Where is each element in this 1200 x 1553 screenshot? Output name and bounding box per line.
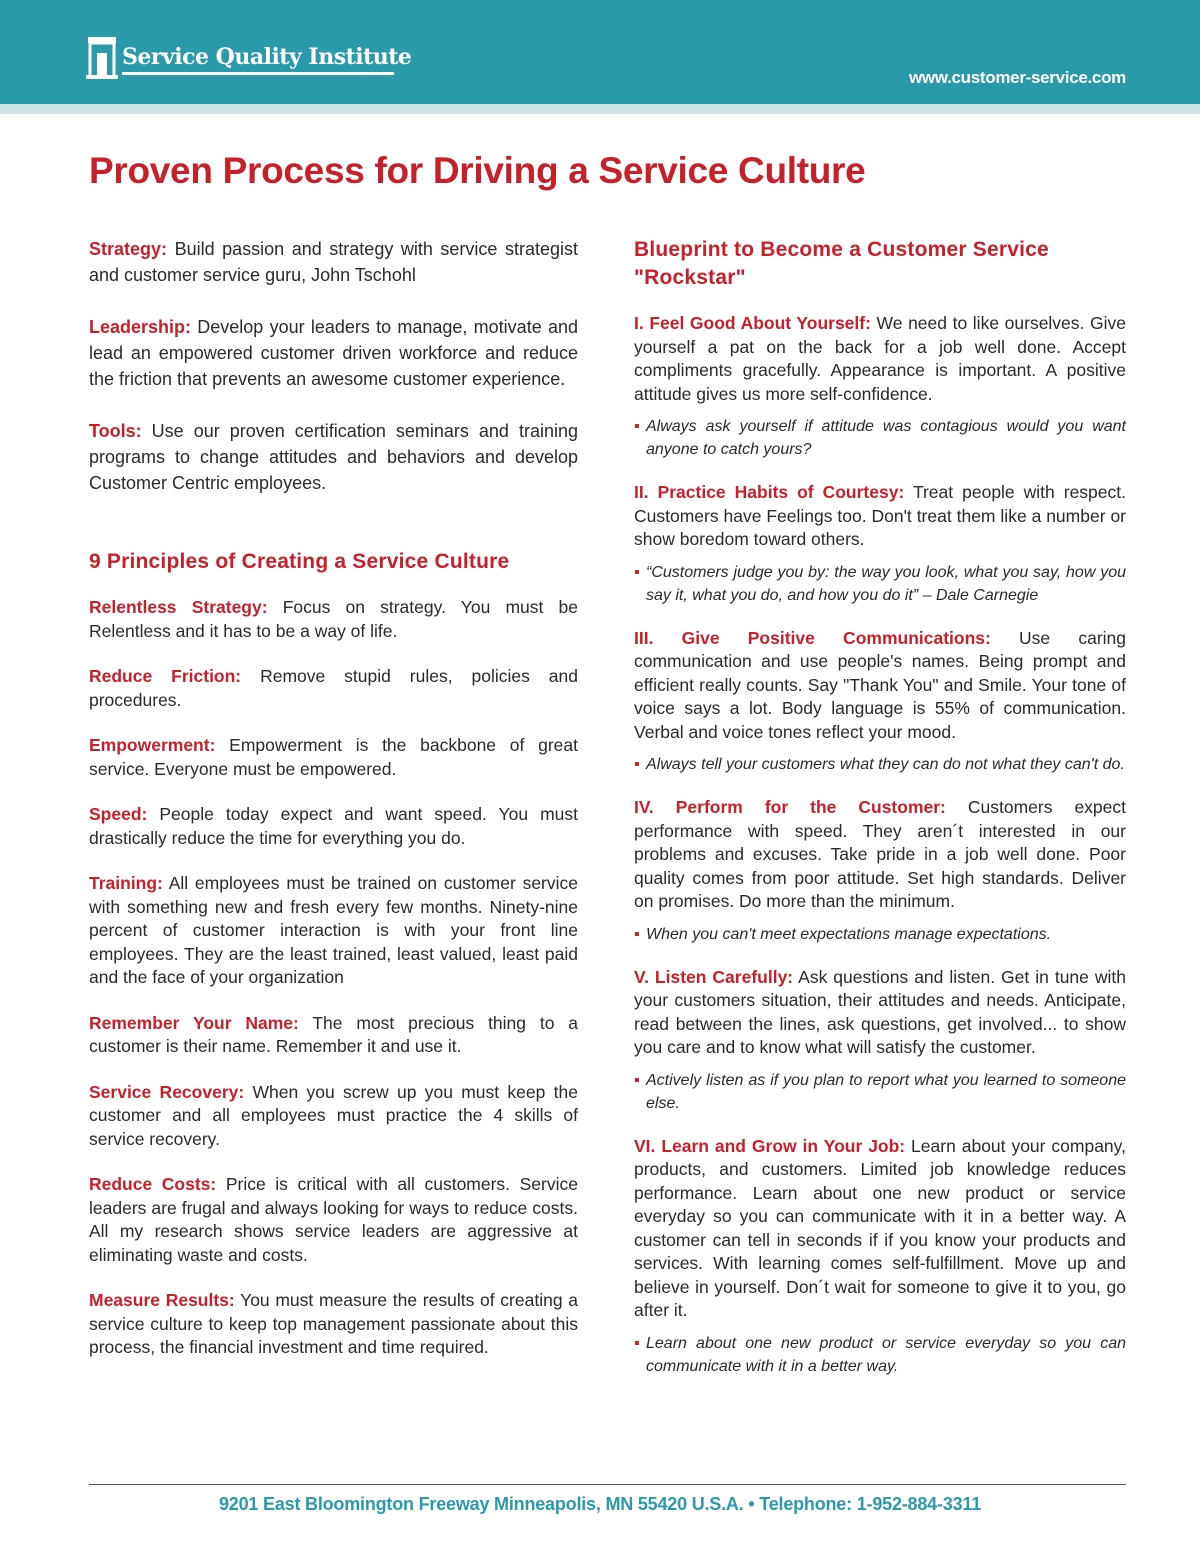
blueprint-label: VI. Learn and Grow in Your Job: (634, 1135, 906, 1156)
blueprint-item (634, 627, 1126, 745)
intro-tools (89, 418, 578, 496)
blueprint-item (634, 481, 1126, 552)
principle-text: Remove stupid rules, policies and procedures. (89, 666, 578, 710)
blueprint-item (634, 312, 1126, 406)
footer-separator: • (743, 1494, 760, 1514)
blueprint-tip (634, 923, 1126, 946)
principle-item (89, 596, 578, 643)
blueprint-heading: Blueprint to Become a Customer Service "Rockstar" (634, 238, 1049, 289)
blueprint-text: Customers expect performance with speed. They aren´t interested in our problems and excuses. Take pride in a job well done. Poor quality comes from poor attitude. Set high standards. Deliver on promises. Do more than the minimum. (634, 797, 1127, 911)
principle-label: Reduce Costs: (89, 1174, 217, 1194)
bullet-icon: ▪ (634, 1334, 640, 1352)
blueprint-tip (634, 415, 1126, 461)
intro-leadership (89, 314, 578, 392)
blueprint-item (634, 966, 1126, 1060)
principle-text: You must measure the results of creating a service culture to keep top management passionate about this process, the financial investment and time required. (89, 1290, 578, 1357)
logo-underline (122, 72, 394, 75)
principle-label: Training: (89, 873, 163, 893)
tip-text: Always tell your customers what they can do not what they can't do. (646, 756, 1125, 773)
website-link[interactable]: www.customer-service.com (908, 68, 1126, 87)
principle-text: Focus on strategy. You must be Relentless and it has to be a way of life. (89, 597, 578, 641)
blueprint-tip (634, 1332, 1126, 1378)
principle-item (89, 1081, 578, 1152)
footer-address: 9201 East Bloomington Freeway Minneapolis, MN 55420 U.S.A. (218, 1494, 744, 1514)
footer (0, 1494, 1200, 1515)
intro-strategy (89, 236, 578, 288)
tip-text: “Customers judge you by: the way you look, what you say, how you say it, what you do, and how you do it” – Dale Carnegie (646, 563, 1126, 604)
intro-label: Strategy: (89, 239, 168, 259)
principle-text: When you screw up you must keep the customer and all employees must practice the 4 skills of service recovery. (89, 1081, 578, 1149)
principle-item (89, 1012, 578, 1059)
principle-item (89, 734, 578, 781)
blueprint-label: I. Feel Good About Yourself: (634, 313, 871, 333)
blueprint-tip (634, 561, 1126, 607)
intro-label: Tools: (89, 421, 142, 441)
principle-label: Measure Results: (89, 1290, 235, 1310)
bullet-icon: ▪ (634, 418, 640, 435)
blueprint-text: Use caring communication and use people's names. Being prompt and efficient really counts. Say "Thank You" and Smile. Your tone of voice says a lot. Body language is 55% of communication. Verbal and voice tones reflect your mood. (634, 627, 1126, 742)
principle-item (89, 1289, 578, 1360)
tip-text: Learn about one new product or service everyday so you can communicate with it in a better way. (646, 1334, 1126, 1375)
tip-text: Actively listen as if you plan to report what you learned to someone else. (646, 1071, 1126, 1112)
principle-text: People today expect and want speed. You must drastically reduce the time for everything you do. (89, 804, 578, 848)
blueprint-text: Learn about your company, products, and customers. Limited job knowledge reduces performance. Learn about one new product or service everyday so you can communicate with it in a better way. A customer can tell in seconds if if you know your products and services. With learning comes self-fulfillment. Move up and believe in yourself. Don´t wait for someone to give it to you, go after it. (634, 1135, 1126, 1320)
blueprint-tip (634, 1069, 1126, 1115)
footer-telephone[interactable]: Telephone: 1-952-884-3311 (759, 1494, 982, 1514)
principle-text: Empowerment is the backbone of great service. Everyone must be empowered. (89, 735, 578, 779)
principle-item (89, 665, 578, 712)
blueprint-label: II. Practice Habits of Courtesy: (634, 482, 905, 502)
blueprint-item (634, 796, 1126, 914)
blueprint-item (634, 1135, 1126, 1323)
bullet-icon: ▪ (634, 756, 640, 773)
blueprint-label: IV. Perform for the Customer: (634, 797, 946, 817)
principle-item (89, 872, 578, 990)
footer-rule (89, 1484, 1126, 1485)
principles-heading: 9 Principles of Creating a Service Culture (89, 550, 510, 573)
building-door-icon (86, 35, 118, 79)
principle-label: Speed: (89, 804, 148, 824)
principle-text: Price is critical with all customers. Service leaders are frugal and always looking for ways to reduce costs. All my research shows service leaders are aggressive at eliminating waste and costs. (89, 1174, 578, 1265)
blueprint-label: V. Listen Carefully: (634, 966, 794, 987)
header-stripe (0, 104, 1200, 114)
right-column (634, 236, 1126, 1398)
principle-label: Service Recovery: (89, 1081, 245, 1102)
bullet-icon: ▪ (634, 925, 640, 943)
principle-label: Empowerment: (89, 735, 216, 755)
blueprint-tip (634, 753, 1126, 776)
principle-label: Relentless Strategy: (89, 597, 268, 617)
bullet-icon: ▪ (634, 563, 640, 581)
principle-label: Remember Your Name: (89, 1012, 299, 1033)
bullet-icon: ▪ (634, 1071, 640, 1089)
intro-text: Use our proven certification seminars and training programs to change attitudes and behaviors and develop Customer Centric employees. (89, 421, 578, 493)
left-column (89, 236, 578, 1382)
blueprint-text: Treat people with respect. Customers have Feelings too. Don't treat them like a number or show boredom toward others. (634, 482, 1126, 549)
intro-label: Leadership: (89, 317, 192, 337)
tip-text: When you can't meet expectations manage expectations. (646, 925, 1052, 943)
intro-text: Develop your leaders to manage, motivate and lead an empowered customer driven workforce and reduce the friction that prevents an awesome customer experience. (89, 317, 578, 389)
tip-text: Always ask yourself if attitude was contagious would you want anyone to catch yours? (646, 418, 1126, 458)
principle-text: The most precious thing to a customer is their name. Remember it and use it. (89, 1012, 579, 1056)
blueprint-label: III. Give Positive Communications: (634, 627, 991, 648)
principle-item (89, 1173, 578, 1267)
logo-text: Service Quality Institute (122, 44, 412, 70)
page-title: Proven Process for Driving a Service Culture (89, 150, 866, 191)
intro-text: Build passion and strategy with service strategist and customer service guru, John Tschohl (89, 239, 578, 285)
blueprint-text: We need to like ourselves. Give yourself a pat on the back for a job well done. Accept compliments gracefully. Appearance is important. A positive attitude gives us more self-confidence. (634, 313, 1126, 404)
principle-label: Reduce Friction: (89, 666, 242, 686)
blueprint-text: Ask questions and listen. Get in tune with your customers situation, their attitudes and needs. Anticipate, read between the lines, ask questions, get involved... to show you care and to know what will satisfy the customer. (634, 966, 1126, 1057)
principle-text: All employees must be trained on customer service with something new and fresh every few months. Ninety-nine percent of customer interaction is with your front line employees. They are the least trained, least valued, least paid and the face of your organization (89, 873, 578, 987)
principle-item (89, 803, 578, 850)
